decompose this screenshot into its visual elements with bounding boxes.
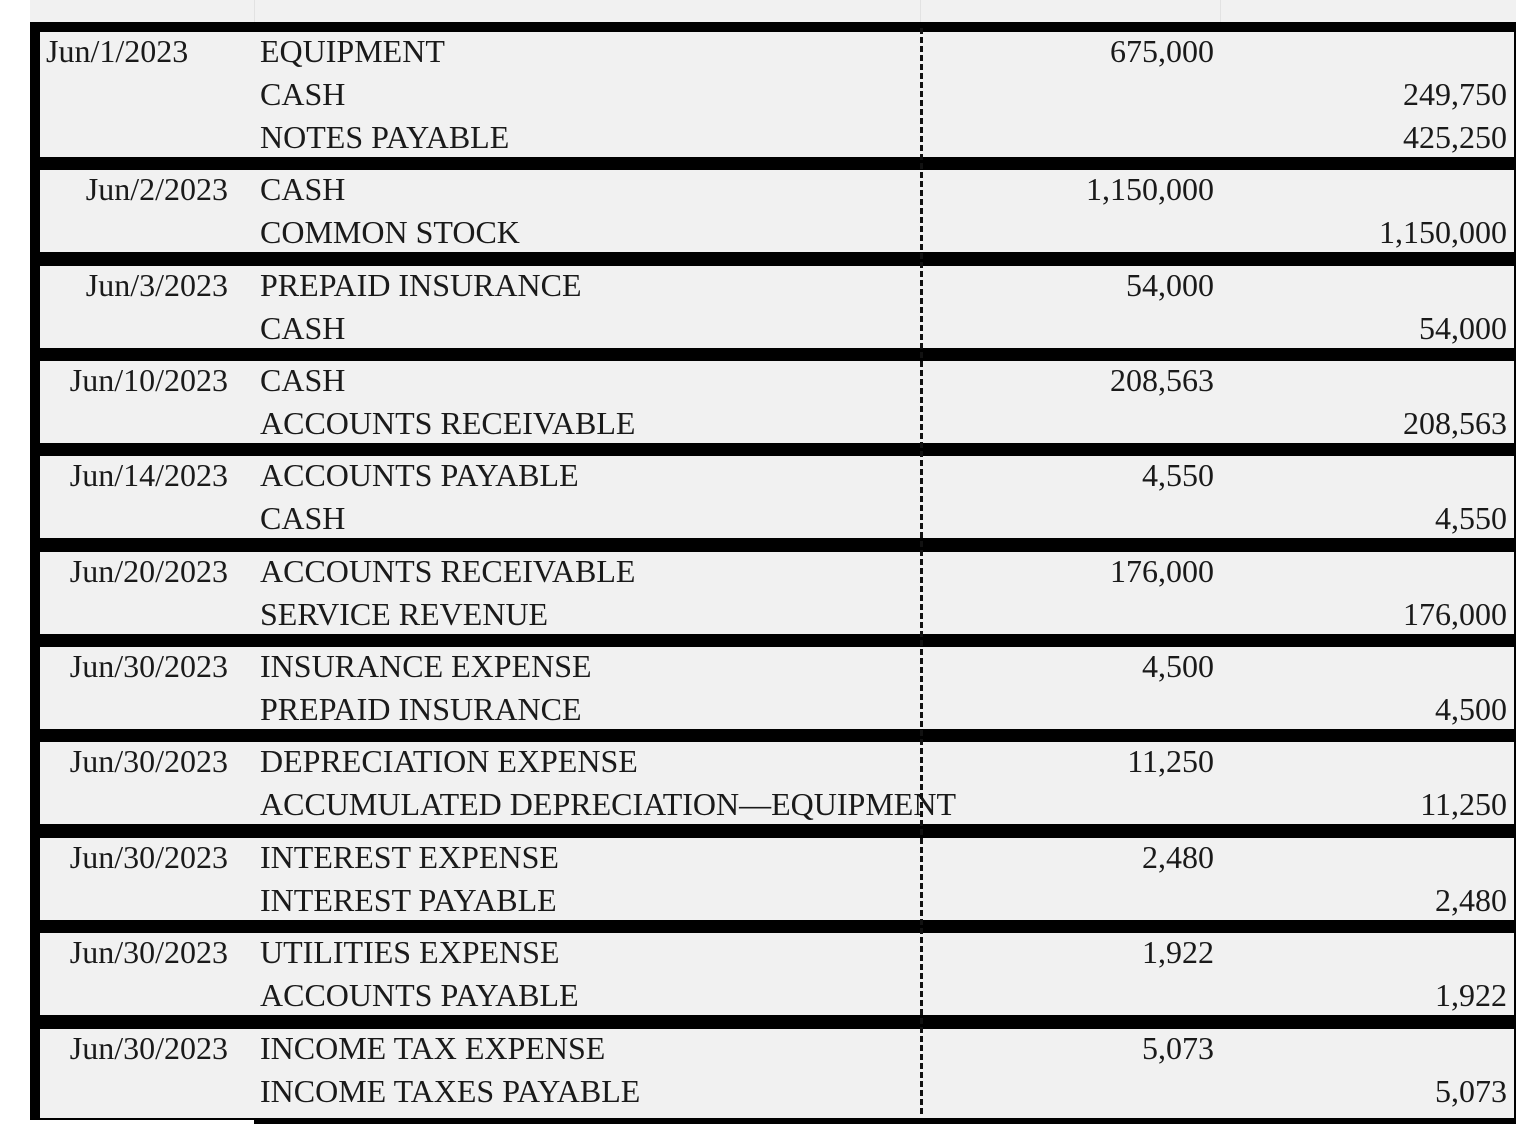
debit-amount: 176,000 xyxy=(1110,553,1214,589)
journal-entry xyxy=(40,933,1514,1015)
debit-amount: 675,000 xyxy=(1110,33,1214,69)
entry-date: Jun/2/2023 xyxy=(85,171,228,207)
account-name: CASH xyxy=(260,500,346,536)
entry-line xyxy=(40,879,1514,922)
journal-entry xyxy=(40,838,1514,920)
entry-line xyxy=(40,73,1514,116)
account-name: INCOME TAX EXPENSE xyxy=(260,1030,606,1066)
entry-date: Jun/20/2023 xyxy=(69,553,228,589)
entry-date: Jun/3/2023 xyxy=(85,267,228,303)
debit-amount: 1,922 xyxy=(1142,934,1214,970)
header-column-line xyxy=(920,0,921,22)
entry-date: Jun/14/2023 xyxy=(69,457,228,493)
entry-date: Jun/10/2023 xyxy=(69,362,228,398)
account-name: ACCOUNTS PAYABLE xyxy=(260,457,579,493)
account-name: INTEREST EXPENSE xyxy=(260,839,559,875)
account-name: PREPAID INSURANCE xyxy=(260,267,582,303)
entry-line xyxy=(40,359,1514,402)
debit-amount: 2,480 xyxy=(1142,839,1214,875)
credit-amount: 176,000 xyxy=(1403,596,1507,632)
journal-entry xyxy=(40,32,1514,157)
entry-line xyxy=(40,116,1514,159)
credit-amount: 54,000 xyxy=(1419,310,1507,346)
account-name: ACCOUNTS RECEIVABLE xyxy=(260,405,636,441)
debit-amount: 1,150,000 xyxy=(1086,171,1214,207)
entry-line xyxy=(40,211,1514,254)
entry-line xyxy=(40,740,1514,783)
entry-line xyxy=(40,783,1514,826)
journal-entry xyxy=(40,647,1514,729)
entry-line xyxy=(40,497,1514,540)
entry-line xyxy=(40,307,1514,350)
account-name: CASH xyxy=(260,171,346,207)
entry-line xyxy=(40,1027,1514,1070)
debit-amount: 54,000 xyxy=(1126,267,1214,303)
account-name: ACCOUNTS PAYABLE xyxy=(260,977,579,1013)
entry-date: Jun/30/2023 xyxy=(69,648,228,684)
account-name: PREPAID INSURANCE xyxy=(260,691,582,727)
journal-entry xyxy=(40,552,1514,634)
debit-amount: 5,073 xyxy=(1142,1030,1214,1066)
credit-amount: 425,250 xyxy=(1403,119,1507,155)
entry-date: Jun/30/2023 xyxy=(69,934,228,970)
debit-amount: 208,563 xyxy=(1110,362,1214,398)
journal-entry xyxy=(40,1029,1514,1118)
entry-line xyxy=(40,688,1514,731)
account-name: CASH xyxy=(260,362,346,398)
account-name: DEPRECIATION EXPENSE xyxy=(260,743,638,779)
credit-amount: 1,922 xyxy=(1435,977,1507,1013)
account-name: COMMON STOCK xyxy=(260,214,520,250)
account-name: UTILITIES EXPENSE xyxy=(260,934,560,970)
credit-amount: 249,750 xyxy=(1403,76,1507,112)
entry-date: Jun/30/2023 xyxy=(69,839,228,875)
account-name: EQUIPMENT xyxy=(260,33,445,69)
header-column-line xyxy=(1220,0,1221,22)
account-name: INSURANCE EXPENSE xyxy=(260,648,592,684)
debit-amount: 11,250 xyxy=(1127,743,1214,779)
entry-date: Jun/1/2023 xyxy=(46,33,189,69)
entry-line xyxy=(40,402,1514,445)
column-divider xyxy=(920,28,923,1114)
credit-amount: 4,550 xyxy=(1435,500,1507,536)
account-name: CASH xyxy=(260,76,346,112)
entry-line xyxy=(40,974,1514,1017)
entry-line xyxy=(40,931,1514,974)
account-name: INCOME TAXES PAYABLE xyxy=(260,1073,641,1109)
credit-amount: 5,073 xyxy=(1435,1073,1507,1109)
debit-amount: 4,500 xyxy=(1142,648,1214,684)
entry-line xyxy=(40,836,1514,879)
journal-entry xyxy=(40,456,1514,538)
credit-amount: 11,250 xyxy=(1420,786,1507,822)
journal-entry xyxy=(40,742,1514,824)
account-name: NOTES PAYABLE xyxy=(260,119,510,155)
journal-entry xyxy=(40,361,1514,443)
header-column-line xyxy=(254,0,255,22)
credit-amount: 2,480 xyxy=(1435,882,1507,918)
entry-line xyxy=(40,645,1514,688)
credit-amount: 208,563 xyxy=(1403,405,1507,441)
table-header-strip xyxy=(30,0,1516,22)
entry-date: Jun/30/2023 xyxy=(69,1030,228,1066)
account-name: INTEREST PAYABLE xyxy=(260,882,557,918)
entry-line xyxy=(40,454,1514,497)
credit-amount: 4,500 xyxy=(1435,691,1507,727)
entry-line xyxy=(40,550,1514,593)
entry-line xyxy=(40,30,1514,73)
account-name: ACCUMULATED DEPRECIATION—EQUIPMENT xyxy=(260,786,956,822)
account-name: ACCOUNTS RECEIVABLE xyxy=(260,553,636,589)
journal-entry xyxy=(40,266,1514,348)
debit-amount: 4,550 xyxy=(1142,457,1214,493)
account-name: SERVICE REVENUE xyxy=(260,596,549,632)
entry-line xyxy=(40,168,1514,211)
entry-date: Jun/30/2023 xyxy=(69,743,228,779)
credit-amount: 1,150,000 xyxy=(1379,214,1507,250)
journal-entry xyxy=(40,170,1514,252)
entry-line xyxy=(40,264,1514,307)
frame-notch xyxy=(30,1120,254,1124)
account-name: CASH xyxy=(260,310,346,346)
entry-line xyxy=(40,593,1514,636)
entry-line xyxy=(40,1070,1514,1113)
